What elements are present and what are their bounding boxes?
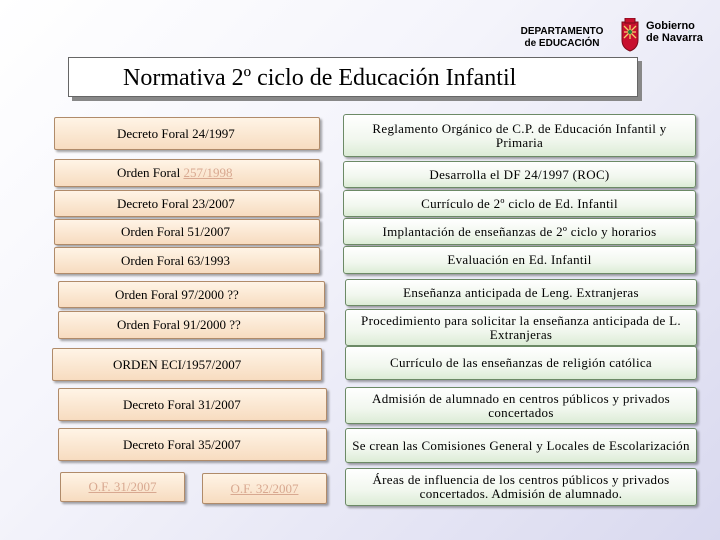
norm-left-9-label: Decreto Foral 31/2007 [123,396,241,412]
norm-left-1-label: Decreto Foral 24/1997 [117,125,235,141]
norm-left-5 [54,247,320,274]
norm-left-5-label: Orden Foral 63/1993 [121,252,231,268]
department-line1: DEPARTAMENTO [520,26,604,37]
norm-right-6 [345,279,697,306]
norm-left-2 [54,159,320,187]
norm-right-2-label: Desarrolla el DF 24/1997 (ROC) [429,166,610,182]
page-title: Normativa 2º ciclo de Educación Infantil [68,57,638,97]
norm-left-4 [54,219,320,245]
norm-right-6-label: Enseñanza anticipada de Leng. Extranjeras [403,284,639,300]
norm-right-8-label: Currículo de las enseñanzas de religión católica [389,355,653,370]
norm-left-2-prefix: Orden Foral [117,165,181,180]
norm-left-7-label: Orden Foral 91/2000 ?? [117,317,241,332]
logo-line1: Gobierno [646,20,695,32]
norm-left-3 [54,190,320,217]
order-257-1998-link[interactable]: 257/1998 [183,165,233,180]
norm-left-1 [54,117,320,150]
norm-right-10-label: Se crean las Comisiones General y Locales de Escolarización [352,437,690,453]
norm-right-3 [343,190,696,217]
norm-left-10-label: Decreto Foral 35/2007 [123,436,241,452]
norm-left-10 [58,428,327,461]
norm-right-11 [345,468,697,506]
norm-right-4 [343,218,696,245]
of-32-2007-link[interactable]: O.F. 32/2007 [230,480,299,496]
norm-right-1-label: Reglamento Orgánico de C.P. de Educación Infantil y Primaria [372,120,667,150]
norm-right-7-label: Procedimiento para solicitar la enseñanza anticipada de L. Extranjeras [361,312,681,342]
norm-left-4-label: Orden Foral 51/2007 [121,224,231,239]
norm-left-3-label: Decreto Foral 23/2007 [117,195,235,211]
norm-right-4-label: Implantación de enseñanzas de 2º ciclo y horarios [382,223,657,239]
norm-left-8-label: ORDEN ECI/1957/2007 [113,356,242,372]
norm-left-11a[interactable] [60,472,185,502]
navarra-shield-icon [618,18,642,52]
of-31-2007-link[interactable]: O.F. 31/2007 [88,479,157,494]
norm-right-7 [345,309,697,346]
norm-left-6-label: Orden Foral 97/2000 ?? [115,286,239,302]
norm-right-1 [343,114,696,157]
norm-right-10 [345,428,697,463]
norm-right-5 [343,246,696,274]
norm-right-3-label: Currículo de 2º ciclo de Ed. Infantil [421,195,618,211]
norm-right-9 [345,387,697,424]
logo-text [646,20,703,44]
norm-right-8 [345,346,697,380]
norm-right-9-label: Admisión de alumnado en centros públicos y privados concertados [372,390,670,420]
norm-left-6 [58,281,325,308]
logo-line2: de Navarra [646,32,703,44]
department-line2: de EDUCACIÓN [524,38,600,49]
norm-right-5-label: Evaluación en Ed. Infantil [447,252,592,267]
norm-right-11-label: Áreas de influencia de los centros públicos y privados concertados. Admisión de alumnado. [372,472,670,501]
norm-left-9 [58,388,327,421]
norm-left-7 [58,311,325,339]
gobierno-navarra-logo [618,18,706,54]
department-label [510,26,614,50]
norm-right-2 [343,161,696,188]
norm-left-8 [52,348,322,381]
norm-left-11b[interactable] [202,473,327,504]
